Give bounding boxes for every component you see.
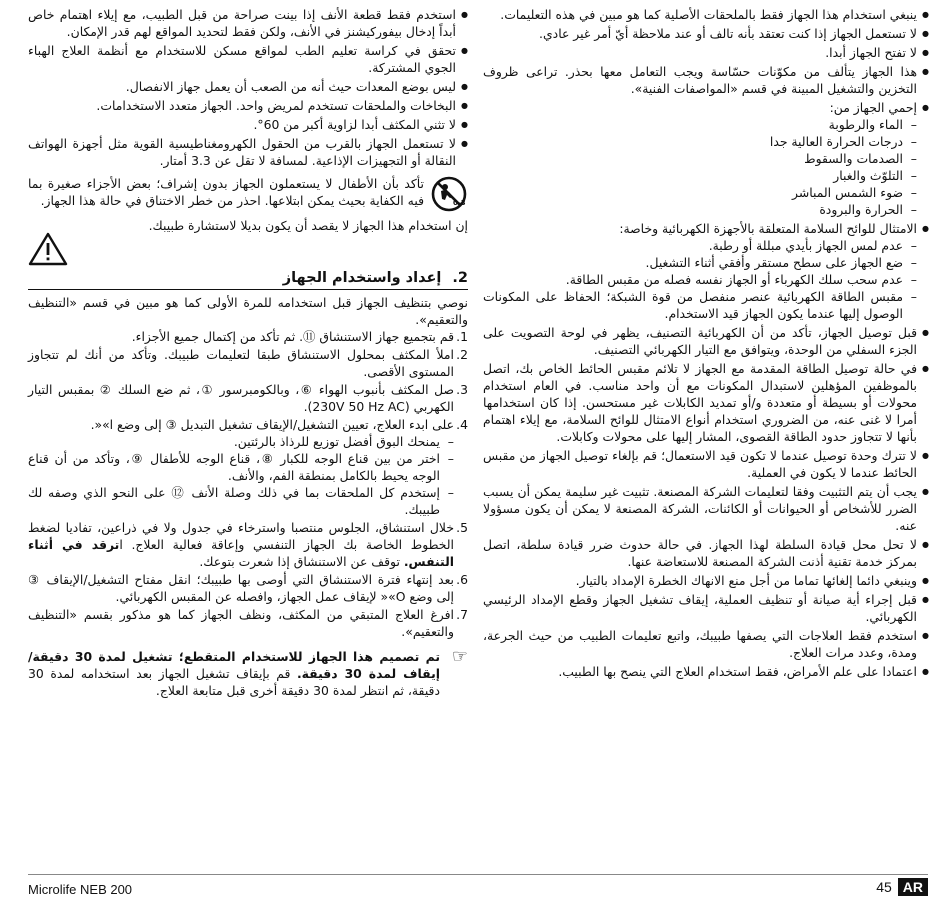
section-heading xyxy=(28,270,468,290)
section-intro: نوصي بتنظيف الجهاز قبل استخدامه للمرة الأولى كما هو مبين في قسم «التنظيف والتعقيم». xyxy=(28,295,468,327)
bullet-text: لا تستعمل الجهاز إذا كنت تعتقد بأنه تالف أو عند ملاحظة أيّ أمر غير عادي. xyxy=(539,26,917,41)
step-text: على ابدء العلاج، تعيين التشغيل/الإيقاف تشغيل التبديل ③ إلى وضع ا»«. xyxy=(90,417,454,432)
step-sub-item: – إستخدم كل الملحقات بما في ذلك وصلة الأنف ⑫ على النحو الذي وصفه لك طبيبك. xyxy=(28,484,454,518)
step-item xyxy=(28,606,468,640)
sub-item: – درجات الحرارة العالية جدا xyxy=(483,133,917,150)
sub-item: – الماء والرطوبة xyxy=(483,116,917,133)
bullet-item xyxy=(28,116,468,133)
bullet-text: اعتمادا على علم الأمراض، فقط استخدام العلاج التي ينصح بها الطبيب. xyxy=(558,664,917,679)
steps-list xyxy=(28,328,468,640)
bullet-text: لا تحل محل قيادة السلطة لهذا الجهاز. في حالة حدوث ضرر قيادة سلطة، اتصل بمركز خدمة تقنية أذنت الشركة المصنعة للاستعاضة عنها. xyxy=(483,537,917,569)
child-warning-text: تأكد بأن الأطفال لا يستعملون الجهاز بدون إشراف؛ بعض الأجزاء صغيرة بما فيه الكفاية بحيث يمكن ابتلاعها. احذر من خطر الاختناق في حالة هذا الجهاز. xyxy=(28,176,424,208)
left-bullet-list xyxy=(28,6,468,169)
bullet-text: قبل توصيل الجهاز، تأكد من أن الكهربائية التصنيف، يظهر في لوحة التصويت على الجزء السفلي من الوحدة، ويتوافق مع التيار الكهربائي التصنيف. xyxy=(483,325,917,357)
bullet-text: لا تترك وحدة توصيل عندما لا تكون قيد الاستعمال؛ قم بإلغاء توصيل الجهاز من مقبس الحائط عندما لا يكون في العملية. xyxy=(483,448,917,480)
bullet-item xyxy=(483,627,929,661)
step-number: 5. xyxy=(456,520,468,535)
bullet-text: لا تفتح الجهاز أبدا. xyxy=(825,45,917,60)
bullet-text: إحمي الجهاز من: xyxy=(829,100,917,115)
step-item xyxy=(28,346,468,380)
usage-note-bold: تم تصميم هذا الجهاز للاستخدام المتقطع؛ تشغيل لمدة 30 دقيقة/ إيقاف لمدة 30 دقيقة. xyxy=(28,649,440,681)
bullet-item xyxy=(483,99,929,218)
footer-divider xyxy=(28,874,928,875)
no-children-0-3-icon xyxy=(430,175,468,213)
bullet-text: استخدم فقط العلاجات التي يصفها طبيبك، واتبع تعليمات الطبيب من حيث الجرعة، ومدة، وعدد مرات العلاج. xyxy=(483,628,917,660)
step-item xyxy=(28,571,468,605)
step-number: 4. xyxy=(456,417,468,432)
bullet-text: البخاخات والملحقات تستخدم لمريض واحد. الجهاز متعدد الاستخدامات. xyxy=(96,98,456,113)
step-number: 6. xyxy=(456,572,468,587)
bullet-item xyxy=(483,536,929,570)
sub-item: – الصدمات والسقوط xyxy=(483,150,917,167)
footer-page xyxy=(876,878,928,896)
step-text: خلال استنشاق، الجلوس منتصبا واسترخاء في جدول ولا في ذراعين، تفاديا لضغط الخطوط الخاصة بك الجهاز التنفسي وإعاقة فعالية العلاج. ا xyxy=(28,520,454,552)
step-sub-item: – اختر من بين قناع الوجه للكبار ⑧، قناع الوجه للأطفال ⑨، وتأكد من أن قناع الوجه يحيط بالكامل بمنطقة الفم، والأنف. xyxy=(28,450,454,484)
bullet-text: هذا الجهاز يتألف من مكوّنات حسّاسة ويجب التعامل معها بحذر. تراعى ظروف التخزين والتشغيل المبينة في قسم «المواصفات الفنية». xyxy=(483,64,917,96)
bullet-item xyxy=(483,6,929,23)
step-text: بعد إنتهاء فترة الاستنشاق التي أوصى بها طبيبك؛ انقل مفتاح التشغيل/الإيقاف ③ إلى وضع O»« لإيقاف عمل الجهاز، وافصله عن المقبس الكهربائي. xyxy=(28,572,454,604)
usage-note-text xyxy=(28,648,440,699)
language-badge: AR xyxy=(898,878,928,896)
bullet-text: لا تثني المكثف أبدا لزاوية أكبر من 60°. xyxy=(253,117,456,132)
step-item xyxy=(28,416,468,518)
bullet-item xyxy=(483,591,929,625)
sub-list xyxy=(483,116,917,218)
usage-note xyxy=(28,648,468,699)
bullet-text: في حالة توصيل الطاقة المقدمة مع الجهاز لا تلائم مقبس الحائط الخاص بك، اتصل بالموظفين المؤهلين لاستبدال المكونات مع أن واحد مناسب. في العام استخدام محولات أو بسيطة أو متعددة و/أو تمديد الكابلات غير مستحسن. إذا كان استخدامها أمرا لا غنى عنه، من الضروري استخدام أنواع الامتثال للوائح السلامة، مع إيلاء اهتمام بأنها لا تتجاوز حدود الطاقة القصوى، المشار إليها على محولات وكابلات. xyxy=(483,361,917,444)
page-number: 45 xyxy=(876,879,892,895)
step-sub-item: – يمنحك البوق أفضل توزيع للرذاذ بالرئتين. xyxy=(28,433,454,450)
sub-item: – عدم لمس الجهاز بأيدي مبللة أو رطبة. xyxy=(483,237,917,254)
bullet-text: ينبغي استخدام هذا الجهاز فقط بالملحقات الأصلية كما هو مبين في هذه التعليمات. xyxy=(500,7,917,22)
step-text: صل المكثف بأنبوب الهواء ⑥، وبالكومبرسور ①، ثم ضع السلك ② بمقبس التيار الكهربي (230V 50 Hz AC). xyxy=(28,382,454,414)
usage-note-rest: قم بإيقاف تشغيل الجهاز بعد استخدامه لمدة 30 دقيقة، ثم انتظر لمدة 30 دقيقة أخرى قبل متابعة العلاج. xyxy=(28,666,440,698)
bullet-item xyxy=(483,44,929,61)
bullet-text: الامتثال للوائح السلامة المتعلقة بالأجهزة الكهربائية وخاصة: xyxy=(619,221,917,236)
step-text: قم بتجميع جهاز الاستنشاق ⑪. ثم تأكد من إكتمال جميع الأجزاء. xyxy=(131,329,454,344)
right-column xyxy=(483,6,929,682)
bullet-item xyxy=(483,360,929,445)
bullet-item xyxy=(483,324,929,358)
bullet-item xyxy=(28,135,468,169)
step-sub-list xyxy=(28,433,454,518)
bullet-item xyxy=(28,97,468,114)
step-number: 2. xyxy=(456,347,468,362)
bullet-item xyxy=(483,447,929,481)
bullet-text: استخدم فقط قطعة الأنف إذا بينت صراحة من قبل الطبيب، مع إيلاء اهتمام خاص أبداً إدخال بيفوركيشنز في الأنف، ولكن فقط لتحديد المواقع لهم قدر الإمكان. xyxy=(28,7,456,39)
right-bullet-list xyxy=(483,6,929,680)
footer-brand: Microlife NEB 200 xyxy=(28,882,133,897)
bullet-item xyxy=(28,6,468,40)
bullet-item xyxy=(483,63,929,97)
bullet-text: قبل إجراء أية صيانة أو تنظيف العملية، إيقاف تشغيل الجهاز وقطع الإمداد الرئيسي الكهربائي. xyxy=(483,592,917,624)
bullet-item xyxy=(28,42,468,76)
sub-item: – مقبس الطاقة الكهربائية عنصر منفصل من قوة الشبكة؛ الحفاظ على المكونات الوصول إليها عندما يكون الجهاز قيد الاستخدام. xyxy=(483,288,917,322)
sub-item: – التلوّث والغبار xyxy=(483,167,917,184)
step-number: 3. xyxy=(456,382,468,397)
bullet-text: يجب أن يتم التثبيت وفقا لتعليمات الشركة المصنعة. تثبيت غير سليمة يمكن أن يسبب الضرر للأشخاص أو الحيوانات أو الكائنات، الشركة المصنعة لا يمكن أن يكون مسؤولا عنه. xyxy=(483,484,917,533)
sub-item: – عدم سحب سلك الكهرباء أو الجهاز نفسه فصله من مقبس الطاقة. xyxy=(483,271,917,288)
bullet-text: تحقق في كراسة تعليم الطب لمواقع مسكن للاستخدام مع أنظمة العلاج الهباء الجوي المشتركة. xyxy=(28,43,456,75)
sub-item: – ضع الجهاز على سطح مستقر وأفقي أثناء التشغيل. xyxy=(483,254,917,271)
section-title: إعداد واستخدام الجهاز xyxy=(282,270,442,286)
left-column xyxy=(28,6,468,699)
bullet-item xyxy=(483,25,929,42)
step-text: املأ المكثف بمحلول الاستنشاق طبقا لتعليمات طبيبك. وتأكد من أنك لم تتجاوز المستوى الأقصى. xyxy=(28,347,454,379)
bullet-item xyxy=(28,78,468,95)
doctor-warning xyxy=(28,217,468,234)
step-item xyxy=(28,328,468,345)
pointing-hand-icon: ☞ xyxy=(451,646,468,667)
warning-triangle-icon xyxy=(28,232,68,266)
bullet-text: لا تستعمل الجهاز بالقرب من الحقول الكهرومغناطيسية القوية مثل أجهزة الهواتف النقالة أو التجهيزات الإذاعية. لمسافة لا تقل عن 3.3 أمتار. xyxy=(28,136,456,168)
step-item xyxy=(28,519,468,570)
svg-text:0-3: 0-3 xyxy=(453,199,466,207)
child-warning xyxy=(28,175,468,213)
bullet-text: ليس بوضع المعدات حيث أنه من الصعب أن يعمل جهاز الانفصال. xyxy=(125,79,456,94)
sub-list xyxy=(483,237,917,322)
step-number: 7. xyxy=(456,607,468,622)
step-number: 1. xyxy=(456,329,468,344)
doctor-warning-text: إن استخدام هذا الجهاز لا يقصد أن يكون بديلا لاستشارة طبيبك. xyxy=(148,218,468,233)
step-text: افرغ العلاج المتبقي من المكثف، ونظف الجهاز كما هو مذكور بقسم «التنظيف والتعقيم». xyxy=(28,607,454,639)
bullet-item xyxy=(483,663,929,680)
sub-item: – ضوء الشمس المباشر xyxy=(483,184,917,201)
section-number: 2. xyxy=(452,270,468,286)
bullet-item xyxy=(483,220,929,322)
step-bold-text: ترقد في أثناء التنفس. xyxy=(28,537,454,569)
step-tail-text: توقف عن الاستنشاق إذا شعرت بتوعك. xyxy=(199,554,404,569)
caution-symbol-row xyxy=(28,232,468,266)
sub-item: – الحرارة والبرودة xyxy=(483,201,917,218)
bullet-text: وينبغي دائما إلغائها تماما من أجل منع الانهاك الخطرة الإمداد بالتيار. xyxy=(575,573,917,588)
bullet-item xyxy=(483,572,929,589)
bullet-item xyxy=(483,483,929,534)
step-item xyxy=(28,381,468,415)
